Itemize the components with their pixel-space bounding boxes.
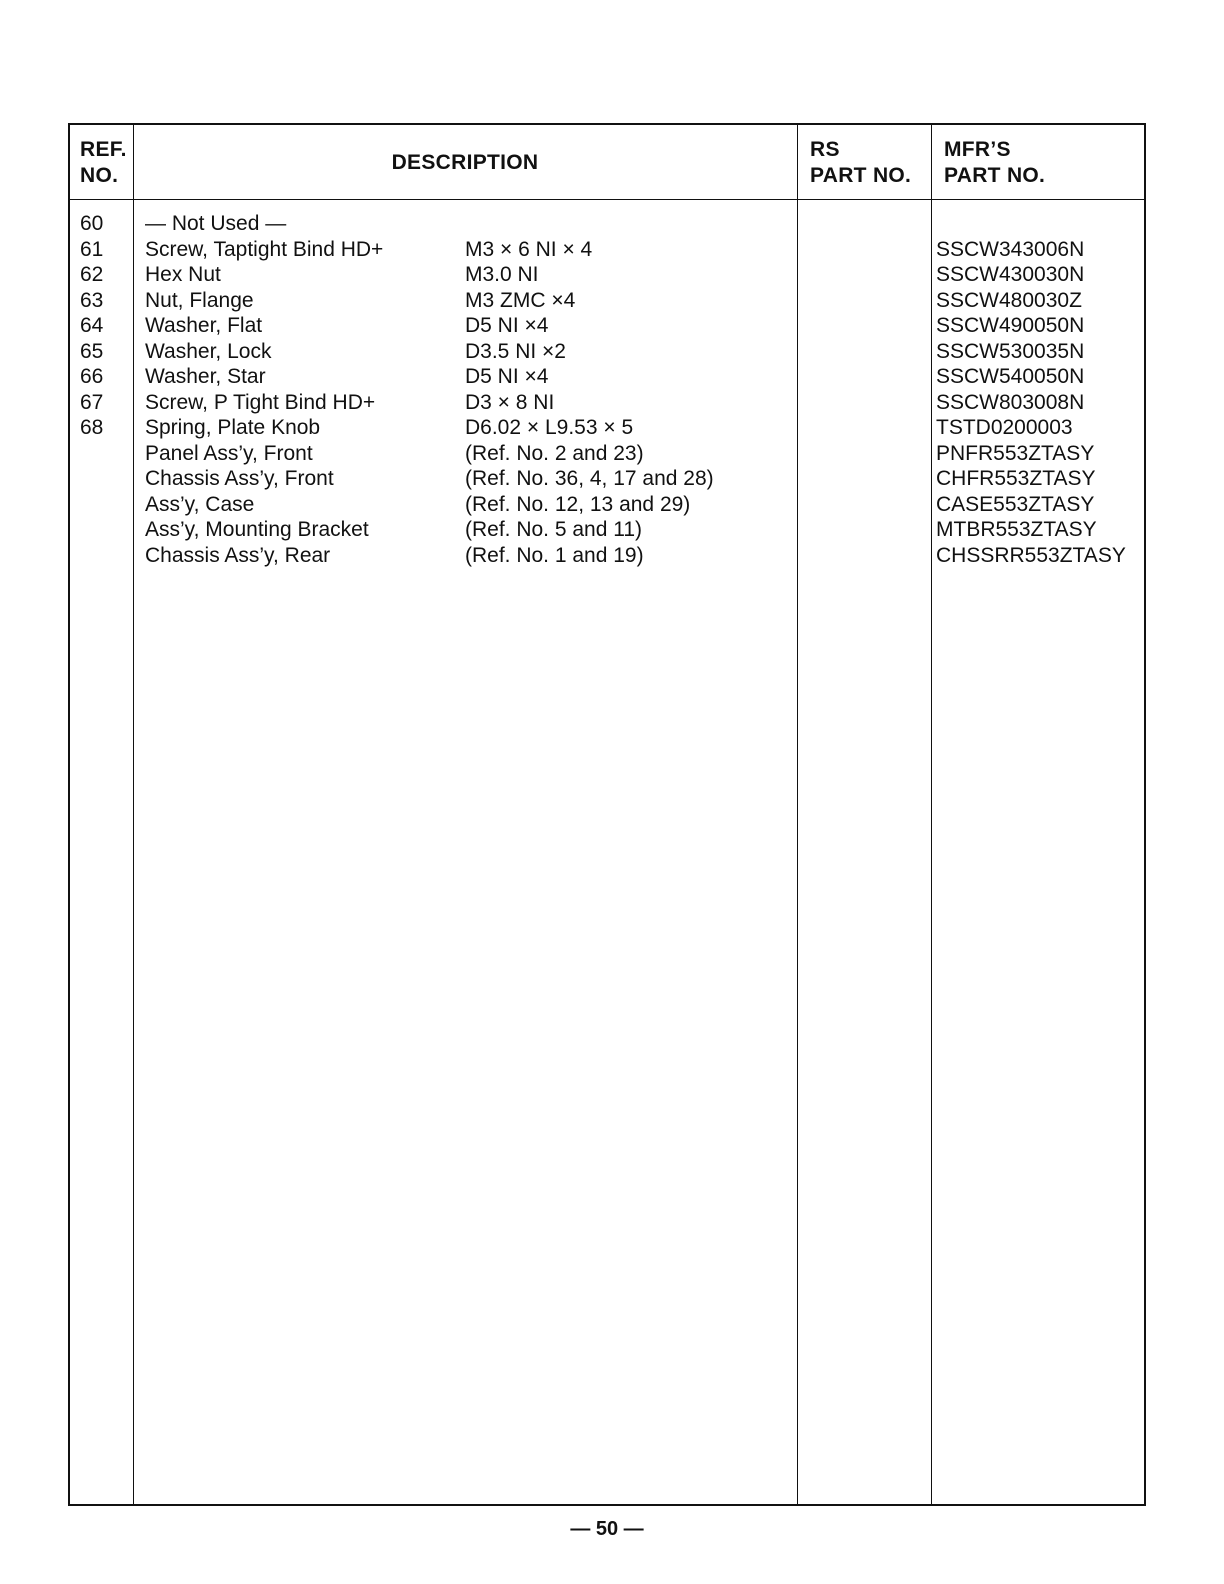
ref-no-cell: 61	[80, 237, 104, 261]
header-description-label: DESCRIPTION	[391, 151, 539, 174]
ref-no-cell: 66	[80, 365, 104, 388]
ref-no-cell: 62	[80, 263, 104, 286]
table-row	[70, 262, 1144, 288]
spec-cell: (Ref. No. 36, 4, 17 and 28)	[465, 467, 714, 490]
header-mfr-part-no	[944, 137, 1045, 189]
header-mfr-line2: PART NO.	[944, 164, 1046, 187]
spec-cell: (Ref. No. 5 and 11)	[465, 518, 643, 541]
table-row	[70, 415, 1144, 441]
description-cell: Washer, Lock	[145, 339, 272, 363]
description-cell: Chassis Ass’y, Front	[145, 467, 334, 490]
mfr-part-no-cell: SSCW530035N	[936, 339, 1085, 363]
spec-cell: D6.02 × L9.53 × 5	[465, 416, 634, 439]
mfr-part-no-cell: SSCW480030Z	[936, 288, 1082, 312]
description-cell: Panel Ass’y, Front	[145, 441, 313, 465]
table-row	[70, 390, 1144, 416]
mfr-part-no-cell: SSCW803008N	[936, 390, 1085, 414]
description-cell: Screw, P Tight Bind HD+	[145, 390, 376, 414]
description-cell: Ass’y, Case	[145, 492, 255, 516]
spec-cell: D3.5 NI ×2	[465, 339, 566, 363]
header-divider	[70, 199, 1144, 200]
header-description	[133, 150, 797, 176]
description-cell: Ass’y, Mounting Bracket	[145, 518, 369, 541]
mfr-part-no-cell: SSCW540050N	[936, 365, 1085, 388]
ref-no-cell: 64	[80, 314, 104, 337]
header-rs-line1: RS	[810, 138, 840, 161]
header-rs-line2: PART NO.	[810, 164, 912, 187]
spec-cell: M3 × 6 NI × 4	[465, 237, 593, 261]
description-cell: Screw, Taptight Bind HD+	[145, 237, 384, 261]
mfr-part-no-cell: SSCW343006N	[936, 237, 1085, 261]
spec-cell: M3.0 NI	[465, 263, 539, 286]
spec-cell: D5 NI ×4	[465, 365, 549, 388]
spec-cell: (Ref. No. 12, 13 and 29)	[465, 492, 691, 516]
mfr-part-no-cell: CASE553ZTASY	[936, 492, 1095, 516]
ref-no-cell: 65	[80, 339, 104, 363]
mfr-part-no-cell: CHFR553ZTASY	[936, 467, 1096, 490]
table-row	[70, 211, 1144, 237]
header-ref-line1: REF.	[80, 138, 127, 161]
table-row	[70, 339, 1144, 365]
header-ref-no	[80, 137, 127, 189]
page-number: — 50 —	[570, 1518, 644, 1540]
table-row	[70, 517, 1144, 543]
mfr-part-no-cell: CHSSRR553ZTASY	[936, 543, 1126, 567]
table-row	[70, 492, 1144, 518]
spec-cell: M3 ZMC ×4	[465, 288, 576, 312]
ref-no-cell: 60	[80, 212, 104, 235]
table-row	[70, 364, 1144, 390]
mfr-part-no-cell: SSCW490050N	[936, 314, 1085, 337]
header-mfr-line1: MFR’S	[944, 138, 1011, 161]
mfr-part-no-cell: SSCW430030N	[936, 263, 1085, 286]
mfr-part-no-cell: MTBR553ZTASY	[936, 518, 1097, 541]
header-ref-line2: NO.	[80, 164, 119, 187]
description-cell: — Not Used —	[145, 212, 287, 235]
table-row	[70, 466, 1144, 492]
description-cell: Hex Nut	[145, 263, 221, 286]
table-row	[70, 543, 1144, 569]
description-cell: Spring, Plate Knob	[145, 416, 321, 439]
ref-no-cell: 67	[80, 390, 104, 414]
mfr-part-no-cell: TSTD0200003	[936, 416, 1073, 439]
parts-list-table	[68, 123, 1146, 1506]
table-row	[70, 237, 1144, 263]
spec-cell: D3 × 8 NI	[465, 390, 555, 414]
table-row	[70, 441, 1144, 467]
table-row	[70, 313, 1144, 339]
spec-cell: (Ref. No. 1 and 19)	[465, 543, 644, 567]
spec-cell: (Ref. No. 2 and 23)	[465, 441, 644, 465]
table-row	[70, 288, 1144, 314]
table-body	[70, 211, 1144, 568]
description-cell: Chassis Ass’y, Rear	[145, 543, 331, 567]
description-cell: Washer, Flat	[145, 314, 263, 337]
description-cell: Washer, Star	[145, 365, 266, 388]
spec-cell: D5 NI ×4	[465, 314, 549, 337]
header-rs-part-no	[810, 137, 911, 189]
mfr-part-no-cell: PNFR553ZTASY	[936, 441, 1095, 465]
ref-no-cell: 63	[80, 288, 104, 312]
description-cell: Nut, Flange	[145, 288, 254, 312]
ref-no-cell: 68	[80, 416, 104, 439]
